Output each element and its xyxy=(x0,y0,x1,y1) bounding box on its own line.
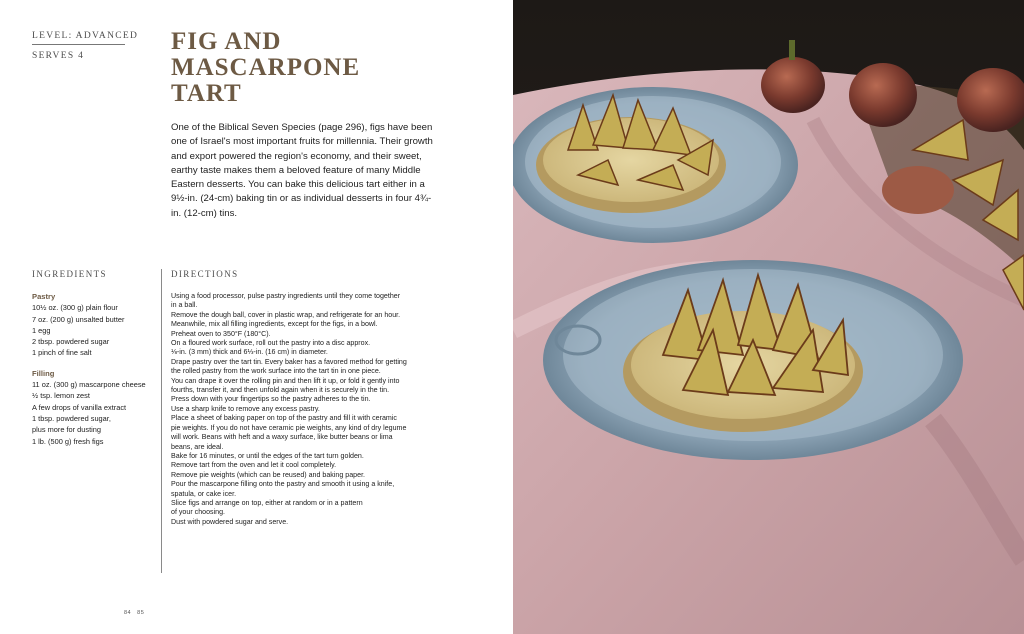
page-number-right: 85 xyxy=(137,610,145,616)
direction-line: in a ball. xyxy=(171,301,198,310)
direction-line: fourths, transfer it, and then unfold again when it is securely in the tin. xyxy=(171,386,390,395)
column-divider xyxy=(161,269,162,573)
servings: SERVES 4 xyxy=(32,51,85,61)
ingredient-item: 1 egg xyxy=(32,325,51,335)
ingredient-item: 1 pinch of fine salt xyxy=(32,348,92,358)
direction-line: On a floured work surface, roll out the pastry into a disc approx. xyxy=(171,339,371,348)
direction-line: Drape pastry over the tart tin. Every baker has a favored method for getting xyxy=(171,357,407,366)
direction-line: Press down with your fingertips so the pastry adheres to the tin. xyxy=(171,395,371,404)
ingredient-group-title: Pastry xyxy=(32,292,56,301)
ingredient-group-title: Filling xyxy=(32,368,55,378)
fig-tart-photo xyxy=(513,0,1024,634)
directions-heading: DIRECTIONS xyxy=(171,269,239,279)
title-line: TART xyxy=(171,80,242,107)
ingredient-group-filling xyxy=(32,368,160,447)
page-numbers xyxy=(124,610,148,616)
page-number-left: 84 xyxy=(124,610,132,616)
direction-line: beans, are ideal. xyxy=(171,442,224,451)
direction-line: pie weights. If you do not have ceramic pie weights, any kind of dry legume xyxy=(171,423,407,432)
direction-line: Pour the mascarpone filling onto the pastry and smooth it using a knife, xyxy=(171,480,395,489)
direction-line: Using a food processor, pulse pastry ingredients until they come together xyxy=(171,292,401,300)
recipe-intro: One of the Biblical Seven Species (page 296), figs have been one of Israel's most important fruits for millennia. Their growth and export powered the region's economy, and their sweet, earthy taste makes them a beloved feature of many Middle Eastern desserts. You can bake this delicious tart either in a 9½-in. (24-cm) baking tin or as individual desserts in four 4¾-in. (12-cm) tins. xyxy=(171,122,433,219)
title-line: FIG AND xyxy=(171,28,282,55)
direction-line: spatula, or cake icer. xyxy=(171,489,237,498)
recipe-title xyxy=(171,29,360,107)
ingredient-item: A few drops of vanilla extract xyxy=(32,402,127,412)
ingredients-heading: INGREDIENTS xyxy=(32,269,107,279)
direction-line: Slice figs and arrange on top, either at random or in a pattern xyxy=(171,498,363,507)
fig-tart-photo-icon xyxy=(513,0,1024,634)
direction-line: Meanwhile, mix all filling ingredients, except for the figs, in a bowl. xyxy=(171,320,378,329)
ingredient-item: 1 lb. (500 g) fresh figs xyxy=(32,436,104,446)
direction-line: Place a sheet of baking paper on top of the pastry and fill it with ceramic xyxy=(171,414,397,423)
directions-list xyxy=(171,292,446,527)
direction-line: the rolled pastry from the work surface into the tart tin in one piece. xyxy=(171,367,381,376)
title-line: MASCARPONE xyxy=(171,54,361,81)
ingredient-item: 11 oz. (300 g) mascarpone cheese xyxy=(32,380,146,390)
direction-line: Remove the dough ball, cover in plastic wrap, and refrigerate for an hour. xyxy=(171,310,401,319)
direction-line: Bake for 16 minutes, or until the edges of the tart turn golden. xyxy=(171,451,364,460)
ingredient-group-pastry xyxy=(32,291,160,359)
direction-line: will work. Beans with heft and a waxy surface, like butter beans or lima xyxy=(171,433,393,442)
direction-line: of your choosing. xyxy=(171,508,226,517)
direction-line: Remove pie weights (which can be reused) and baking paper. xyxy=(171,470,366,479)
ingredient-item: ½ tsp. lemon zest xyxy=(32,391,90,401)
direction-line: Dust with powdered sugar and serve. xyxy=(171,517,289,526)
direction-line: Use a sharp knife to remove any excess pastry. xyxy=(171,404,320,413)
ingredient-item: plus more for dusting xyxy=(32,425,102,435)
ingredient-item: 7 oz. (200 g) unsalted butter xyxy=(32,314,125,324)
ingredients-list xyxy=(32,291,160,456)
direction-line: Remove tart from the oven and let it cool completely. xyxy=(171,461,337,470)
ingredient-item: 10½ oz. (300 g) plain flour xyxy=(32,303,118,313)
direction-line: ⅛-in. (3 mm) thick and 6⅓-in. (16 cm) in diameter. xyxy=(171,348,328,357)
direction-line: Preheat oven to 350°F (180°C). xyxy=(171,329,271,338)
ingredient-item: 1 tbsp. powdered sugar, xyxy=(32,413,111,423)
recipe-meta xyxy=(32,31,139,61)
difficulty-level: LEVEL: ADVANCED xyxy=(32,31,125,45)
direction-line: You can drape it over the rolling pin and then lift it up, or fold it gently into xyxy=(171,376,400,385)
ingredient-item: 2 tbsp. powdered sugar xyxy=(32,337,110,347)
